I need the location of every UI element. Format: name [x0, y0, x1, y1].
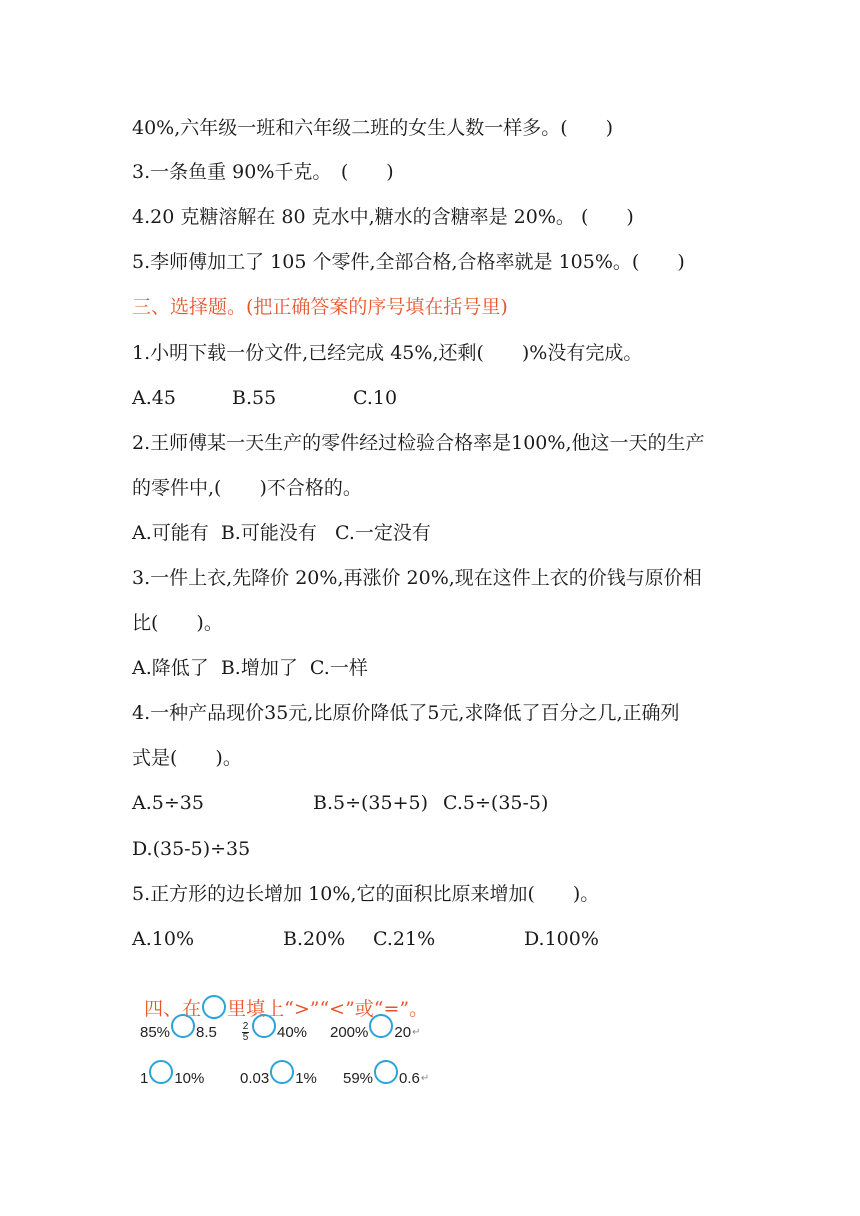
judge-line-2-cont: 40%,六年级一班和六年级二班的女生人数一样多。( ): [132, 117, 614, 139]
judge-question-4: 4.20 克糖溶解在 80 克水中,糖水的含糖率是 20%。 ( ): [132, 206, 634, 228]
q5-stem: 5.正方形的边长增加 10%,它的面积比原来增加( )。: [132, 883, 600, 905]
section4-title-pre: 四、在: [144, 998, 202, 1020]
judge-question-3: 3.一条鱼重 90%千克。 ( ): [132, 161, 394, 183]
fraction-numerator: 2: [242, 1020, 249, 1032]
q2-options: A.可能有 B.可能没有 C.一定没有: [132, 522, 431, 544]
q1-stem: 1.小明下载一份文件,已经完成 45%,还剩( )%没有完成。: [132, 342, 643, 364]
answer-circle[interactable]: [270, 1060, 294, 1084]
compare-right: 20: [394, 1023, 412, 1041]
compare-right: 10%: [174, 1069, 205, 1087]
judge-question-5: 5.李师傅加工了 105 个零件,全部合格,合格率就是 105%。( ): [132, 251, 685, 273]
q3-options: A.降低了 B.增加了 C.一样: [132, 657, 368, 679]
answer-circle[interactable]: [171, 1014, 195, 1038]
q4-stem-2: 式是( )。: [132, 747, 242, 769]
answer-circle[interactable]: [252, 1014, 276, 1038]
q4-option-c: C.5÷(35-5): [443, 792, 549, 814]
q1-option-c: C.10: [353, 387, 398, 409]
answer-circle[interactable]: [149, 1060, 173, 1084]
blank-circle-icon: [202, 995, 226, 1019]
compare-item: [343, 1066, 429, 1090]
answer-circle[interactable]: [374, 1060, 398, 1084]
compare-item: [240, 1066, 317, 1090]
q1-option-a: A.45: [132, 387, 176, 409]
compare-item: [330, 1020, 420, 1044]
q2-stem-2: 的零件中,( )不合格的。: [132, 477, 362, 499]
q5-option-d: D.100%: [524, 928, 599, 950]
compare-left: 200%: [330, 1023, 369, 1041]
section3-title: 三、选择题。(把正确答案的序号填在括号里): [132, 296, 508, 318]
q2-stem-1: 2.王师傅某一天生产的零件经过检验合格率是100%,他这一天的生产: [132, 432, 705, 454]
compare-left: 0.03: [240, 1069, 270, 1087]
compare-item: [242, 1020, 307, 1044]
q4-option-b: B.5÷(35+5): [313, 792, 429, 814]
q5-option-a: A.10%: [132, 928, 194, 950]
compare-right: 1%: [295, 1069, 317, 1087]
compare-right: 8.5: [196, 1023, 217, 1041]
q4-stem-1: 4.一种产品现价35元,比原价降低了5元,求降低了百分之几,正确列: [132, 702, 680, 724]
q5-option-c: C.21%: [373, 928, 436, 950]
fraction-denominator: 5: [242, 1031, 249, 1043]
compare-item: [140, 1066, 204, 1090]
compare-right: 40%: [277, 1023, 308, 1041]
compare-left: 59%: [343, 1069, 374, 1087]
fraction: [242, 1022, 249, 1043]
compare-left: 85%: [140, 1023, 171, 1041]
answer-circle[interactable]: [369, 1014, 393, 1038]
q3-stem-1: 3.一件上衣,先降价 20%,再涨价 20%,现在这件上衣的价钱与原价相: [132, 567, 702, 589]
q1-option-b: B.55: [232, 387, 277, 409]
q4-option-a: A.5÷35: [132, 792, 204, 814]
q4-option-d: D.(35-5)÷35: [132, 838, 251, 860]
compare-right: 0.6: [399, 1069, 420, 1087]
section4-title-post: 里填上“>”“<”或“=”。: [227, 998, 429, 1020]
compare-item: [140, 1020, 217, 1044]
return-mark-icon: ↵: [412, 1026, 421, 1038]
return-mark-icon: ↵: [420, 1072, 430, 1084]
q3-stem-2: 比( )。: [132, 612, 223, 634]
q5-option-b: B.20%: [283, 928, 346, 950]
compare-left: 1: [140, 1069, 149, 1087]
